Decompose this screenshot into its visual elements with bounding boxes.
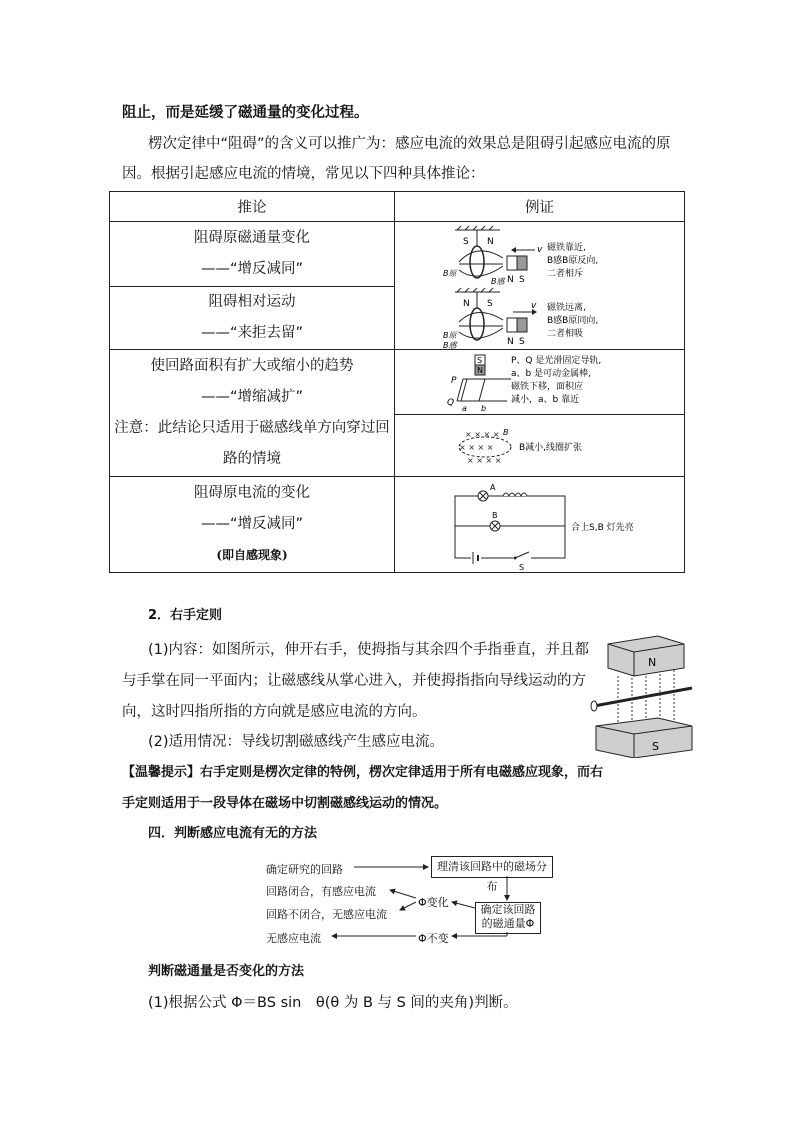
table-row: [110, 350, 395, 477]
label-n: N: [477, 366, 483, 375]
row-text: 使回路面积有扩大或缩小的趋势: [150, 358, 354, 374]
paragraph-line: 与手掌在同一平面内；让磁感线从掌心进入，并使拇指指向导线运动的方: [122, 673, 586, 689]
label-a: a: [462, 404, 467, 413]
row-text: ——“增反减同”: [200, 260, 304, 277]
fig-text: P、Q 是光滑固定导轨,: [511, 356, 602, 366]
fig-text: B减小,线圈扩张: [519, 442, 583, 453]
intro-line: 阻止，而是延缓了磁通量的变化过程。: [122, 104, 369, 121]
table-row: [110, 286, 395, 350]
row-note: 路的情境: [223, 451, 281, 467]
example-cell-inductor: [395, 477, 685, 573]
fig-text: B感B原同向,: [547, 316, 599, 326]
row-text: ——“增缩减扩”: [200, 389, 304, 405]
label-b-gan: B感: [491, 277, 505, 286]
table-header-inference: 推论: [110, 192, 395, 222]
fig-text: 二者相吸: [547, 329, 584, 339]
label-v: v: [531, 301, 537, 311]
label-q: Q: [447, 398, 455, 408]
method-line: (1)根据公式 Φ＝BS sin θ(θ 为 B 与 S 间的夹角)判断。: [148, 995, 518, 1011]
table-row: [110, 477, 395, 573]
example-cell-rails: [395, 350, 685, 415]
paragraph-line: 向，这时四指所指的方向就是感应电流的方向。: [122, 704, 427, 720]
fig-text: 磁铁下移，面积应: [511, 382, 584, 392]
label-s: S: [519, 337, 525, 347]
flow-node: 回路不闭合，无感应电流: [266, 908, 387, 921]
paragraph-line: 因。根据引起感应电流的情境，常见以下四种具体推论：: [122, 166, 485, 182]
paragraph-line: (2)适用情况：导线切割磁感线产生感应电流。: [148, 734, 445, 750]
label-n: N: [507, 275, 514, 285]
section-title: 2．右手定则: [148, 608, 223, 623]
label-n: N: [463, 299, 470, 309]
fig-text: 合上S,B 灯先亮: [571, 522, 634, 533]
row-note: 注意：此结论只适用于磁感线单方向穿过回: [114, 420, 390, 436]
flow-node: 回路闭合，有感应电流: [266, 885, 376, 898]
rails-figure: [395, 351, 683, 413]
label-s: S: [519, 275, 525, 285]
paragraph-line: (1)内容：如图所示，伸开右手，使拇指与其余四个手指垂直，并且都: [148, 642, 590, 658]
row-text: 阻碍原电流的变化: [194, 485, 310, 501]
example-cell-loop: [395, 415, 685, 477]
fig-magnet-leave: [443, 288, 598, 349]
inductor-figure: [395, 478, 683, 572]
flow-diagram: [260, 852, 600, 944]
flow-box-text: 确定该回路: [480, 903, 536, 916]
method-title: 判断磁通量是否变化的方法: [148, 964, 305, 979]
label-b-yuan: B原: [443, 269, 457, 278]
label-n: N: [648, 656, 657, 669]
label-b: B: [492, 510, 498, 520]
svg-text:× × × ×: × × × ×: [459, 442, 494, 452]
table-header-example: 例证: [395, 192, 685, 222]
loop-figure: [395, 417, 683, 475]
label-b: B: [503, 427, 509, 437]
svg-text:× × × ×: × × × ×: [467, 455, 502, 465]
fig-magnet-approach: [443, 226, 598, 286]
table-row: [110, 222, 395, 287]
tip-line: 【温馨提示】右手定则是楞次定律的特例，楞次定律适用于所有电磁感应现象，而右: [122, 765, 604, 780]
flow-node: Φ变化: [418, 896, 449, 909]
flow-node: Φ不变: [418, 932, 449, 945]
example-cell-magnet: [395, 222, 685, 350]
flow-node: 确定研究的回路: [266, 863, 343, 876]
fig-text: 磁铁远离,: [547, 303, 586, 313]
label-n: N: [507, 337, 514, 347]
fig-text: 二者相斥: [547, 269, 584, 279]
fig-text: a、b 是可动金属棒,: [511, 369, 591, 379]
svg-text:× × × ×: × × × ×: [465, 429, 500, 439]
flow-box-text: 的磁通量Φ: [481, 917, 535, 930]
fig-text: 磁铁靠近,: [547, 243, 586, 253]
fig-text: 减小，a、b 靠近: [511, 395, 580, 405]
label-s: S: [487, 299, 493, 309]
label-s: S: [477, 356, 483, 365]
row-text: ——“增反减同”: [200, 516, 304, 532]
flow-box: [475, 902, 541, 934]
label-a: A: [490, 482, 496, 492]
label-s: S: [463, 237, 469, 247]
right-hand-rule-figure: [588, 630, 698, 758]
label-s: S: [519, 562, 525, 572]
row-text: 阻碍原磁通量变化: [194, 229, 310, 246]
row-text: ——“来拒去留”: [200, 324, 304, 341]
row-text: 阻碍相对运动: [208, 293, 296, 310]
paragraph-line: 楞次定律中“阻碍”的含义可以推广为：感应电流的效果总是阻碍引起感应电流的原: [148, 136, 671, 152]
section-title: 四．判断感应电流有无的方法: [148, 826, 318, 841]
label-b-gan: B感: [443, 341, 457, 349]
label-n: N: [487, 237, 494, 247]
magnet-example-figure: [395, 222, 683, 349]
flow-node: 无感应电流: [266, 932, 321, 945]
flow-box: 理清该回路中的磁场分布: [431, 856, 553, 878]
label-p: P: [451, 376, 457, 386]
label-b-yuan: B原: [443, 331, 457, 340]
label-v: v: [537, 245, 543, 255]
label-s: S: [652, 740, 659, 753]
fig-text: B感B原反向,: [547, 256, 599, 266]
inference-table: [109, 191, 685, 573]
row-text: (即自感现象): [216, 548, 288, 562]
label-b: b: [481, 404, 487, 413]
tip-line: 手定则适用于一段导体在磁场中切割磁感线运动的情况。: [122, 796, 448, 811]
